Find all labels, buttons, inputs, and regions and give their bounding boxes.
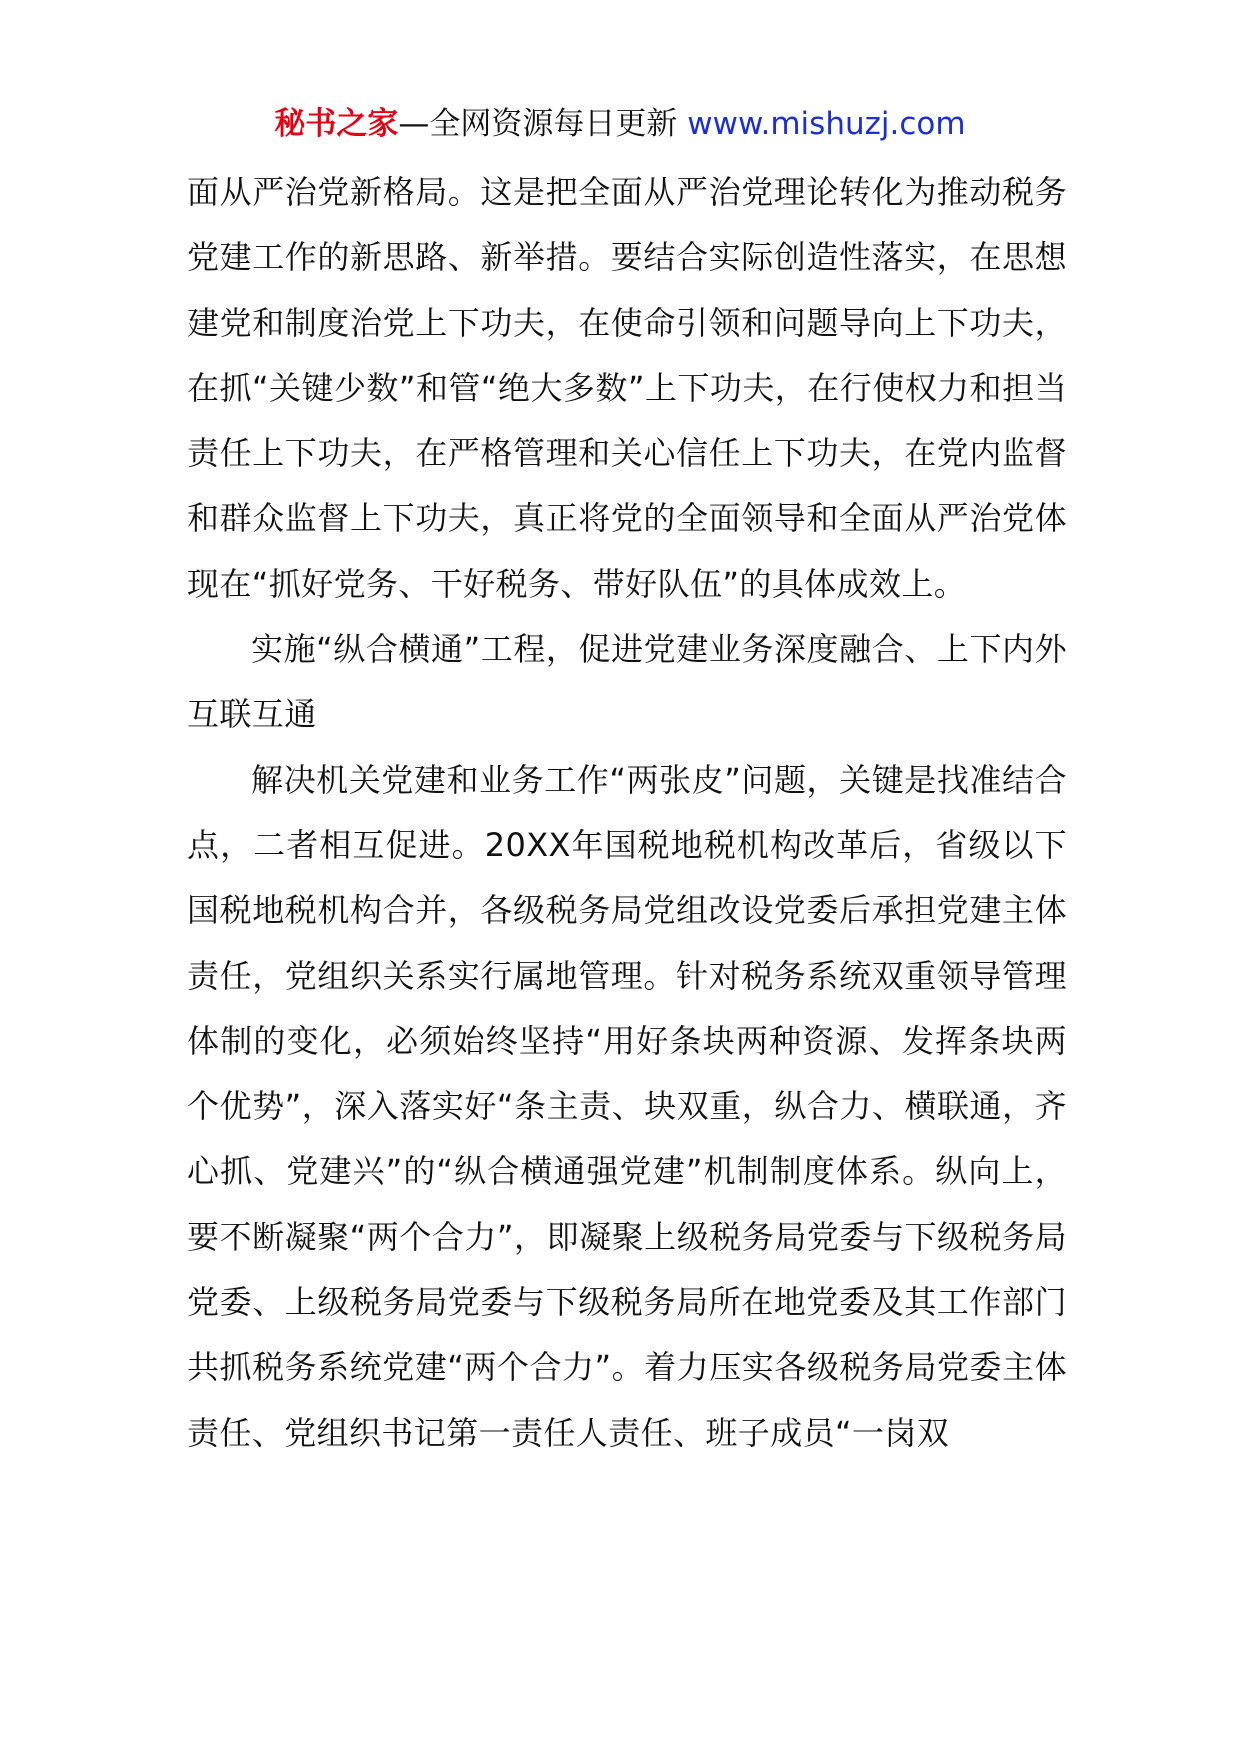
site-tagline: —全网资源每日更新 [398,106,688,142]
site-url-link[interactable]: www.mishuzj.com [687,106,966,142]
section-heading: 实施“纵合横通”工程，促进党建业务深度融合、上下内外互联互通 [187,630,1067,734]
document-body [187,160,1067,1466]
paragraph-body: 解决机关党建和业务工作“两张皮”问题，关键是找准结合点，二者相互促进。20XX年国税地税机构改革后，省级以下国税地税机构合并，各级税务局党组改设党委后承担党建主体责任，党组织关系实行属地管理。针对税务系统双重领导管理体制的变化，必须始终坚持“用好条块两种资源、发挥条块两个优势”，深入落实好“条主责、块双重，纵合力、横联通，齐心抓、党建兴”的“纵合横通强党建”机制制度体系。纵向上，要不断凝聚“两个合力”，即凝聚上级税务局党委与下级税务局党委、上级税务局党委与下级税务局所在地党委及其工作部门共抓税务系统党建“两个合力”。着力压实各级税务局党委主体责任、党组织书记第一责任人责任、班子成员“一岗双 [187,760,1067,1452]
site-header [0,102,1240,146]
site-brand: 秘书之家 [274,106,399,142]
paragraph-continuation: 面从严治党新格局。这是把全面从严治党理论转化为推动税务党建工作的新思路、新举措。要结合实际创造性落实，在思想建党和制度治党上下功夫，在使命引领和问题导向上下功夫，在抓“关键少数”和管“绝大多数”上下功夫，在行使权力和担当责任上下功夫，在严格管理和关心信任上下功夫，在党内监督和群众监督上下功夫，真正将党的全面领导和全面从严治党体现在“抓好党务、干好税务、带好队伍”的具体成效上。 [187,173,1067,603]
